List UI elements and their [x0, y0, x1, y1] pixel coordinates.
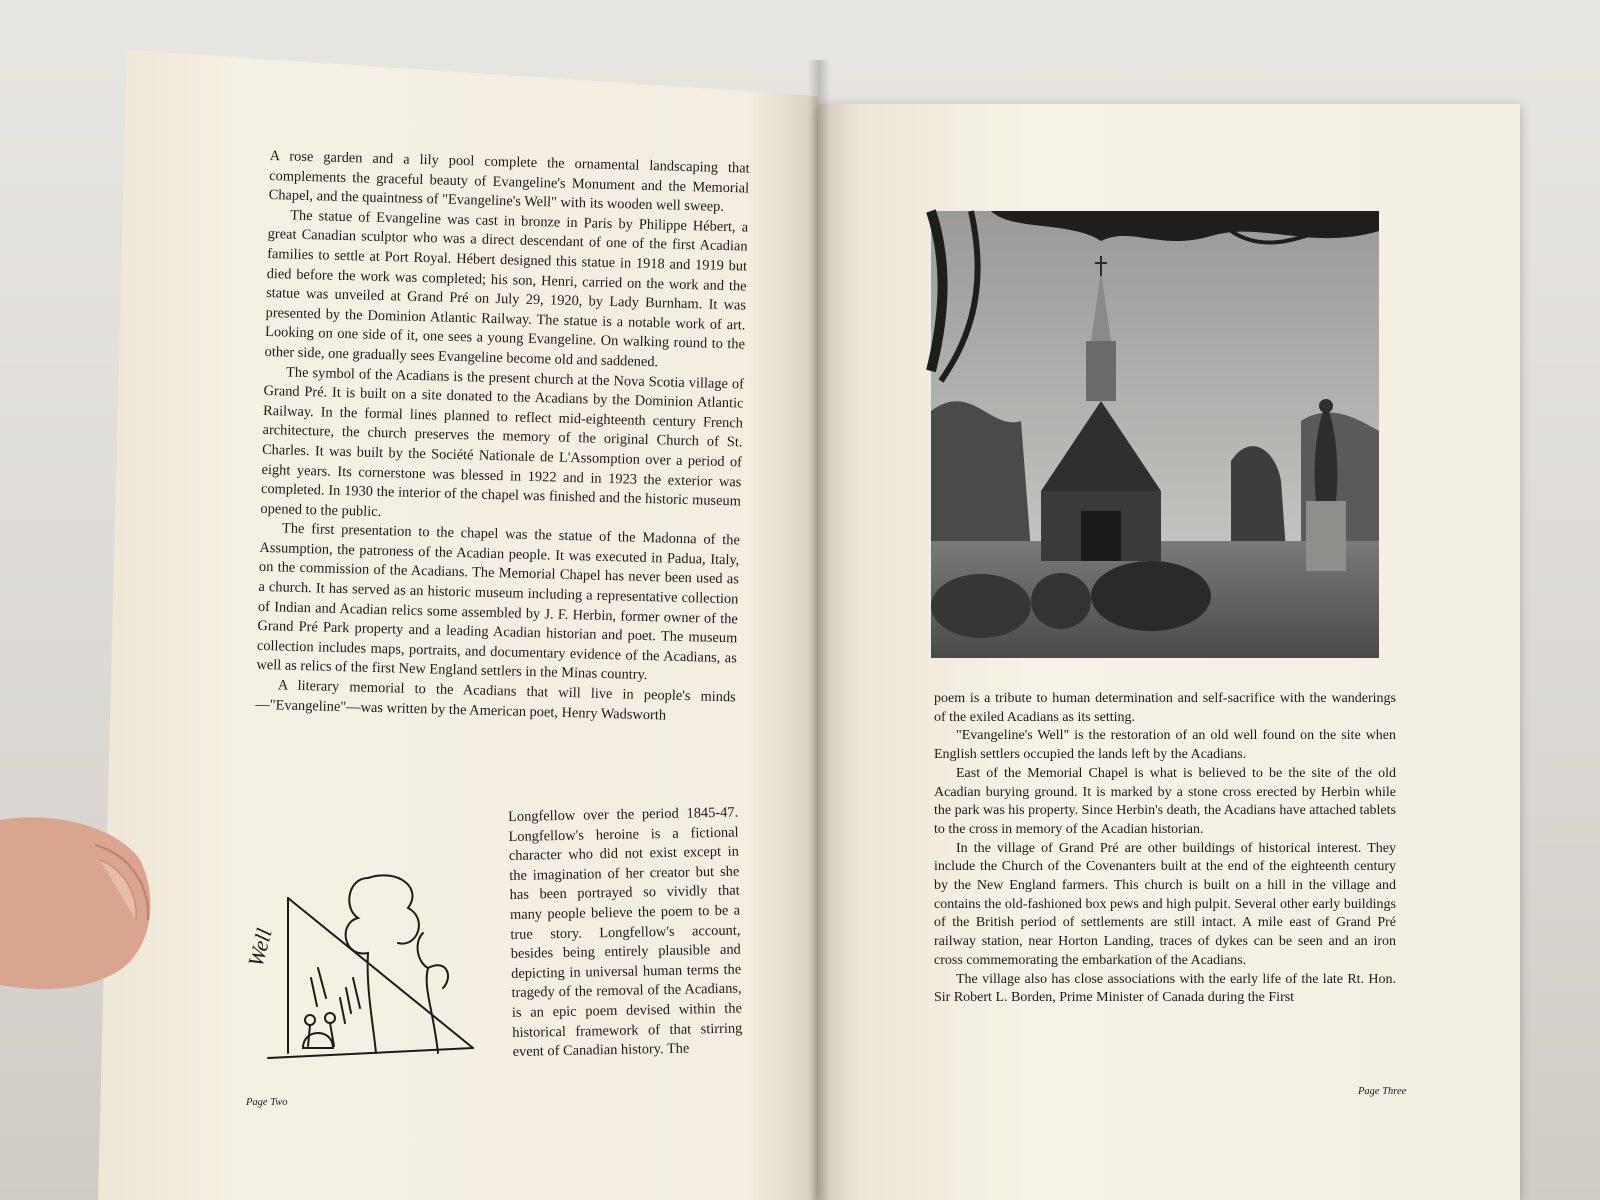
paragraph: The symbol of the Acadians is the present church at the Nova Scotia village of Grand Pré. It is built on a site donated to the Acadians by the Dominion Atlantic Railway. In the formal lines planned to reflect mid-eighteenth century French architecture, the church preserves the memory of the original Church of St. Charles. It was built by the Société Nationale de L'Assomption over a period of eight years. Its cornerstone was blessed in 1922 and in 1923 the exterior was completed. In 1930 the interior of the chapel was finished and the historic museum opened to the public.: [260, 364, 745, 520]
page-number-left: Page Two: [246, 1097, 288, 1108]
drawing-caption: Well: [242, 925, 277, 970]
paragraph: poem is a tribute to human determination and self-sacrifice with the wanderings of the exiled Acadians as its setting.: [934, 691, 1396, 725]
paragraph: The first presentation to the chapel was the statue of the Madonna of the Assumption, the patroness of the Acadian people. It was executed in Padua, Italy, on the commission of the Acadians. The Memorial Chapel has never been used as a church. It has served as an historic museum including a representative collection of Indian and Acadian relics some assembled by J. F. Herbin, former owner of the Grand Pré Park property and a leading Acadian historian and poet. The museum collection includes maps, portraits, and documentary evidence of the Acadians, as well as relics of the first New England settlers in the Minas country.: [256, 520, 741, 684]
book-gutter: [808, 60, 830, 1200]
well-sketch-illustration: [242, 848, 488, 1068]
paragraph: A rose garden and a lily pool complete the ornamental landscaping that complements the graceful beauty of Evangeline's Monument and the Memorial Chapel, and the quaintness of "Evangeline's Well" with its wooden well sweep.: [268, 147, 750, 216]
page-number-right: Page Three: [1358, 1086, 1407, 1097]
hand-thumb: [0, 800, 170, 1000]
chapel-photograph: [931, 211, 1379, 658]
paragraph: In the village of Grand Pré are other buildings of historical interest. They include the Church of the Covenanters built at the end of the eighteenth century by the New England farmers. This church is built on a hill in the village and contains the old-fashioned box pews and high pulpit. Several other early buildings of the British period of settlements are still intact. A mile east of Grand Pré railway station, near Horton Landing, traces of dykes can be seen and an iron cross commemorating the embarkation of the Acadians.: [934, 840, 1396, 968]
paragraph: East of the Memorial Chapel is what is believed to be the site of the old Acadian burying ground. It is marked by a stone cross erected by Herbin while the park was his property. Since Herbin's death, the Acadians have attached tablets to the cross in memory of the Acadian historian.: [934, 765, 1396, 837]
left-page-text: [255, 147, 750, 728]
paragraph: The village also has close associations with the early life of the late Rt. Hon. Sir Robert L. Borden, Prime Minister of Canada during the First: [934, 971, 1396, 1006]
paragraph: A literary memorial to the Acadians that will live in people's minds—"Evangeline"—was written by the American poet, Henry Wadsworth: [255, 677, 736, 724]
paragraph: The statue of Evangeline was cast in bronze in Paris by Philippe Hébert, a great Canadian sculptor who was a direct descendant of one of the first Acadian families to settle at Port Royal. Hébert designed this statue in 1918 and 1919 but died before the work was completed; his son, Henri, carried on the work and the statue was unveiled at Grand Pré on July 29, 1920, by Lady Burnham. It was presented by the Dominion Atlantic Railway. The statue is a notable work of art. Looking on one side of it, one sees a young Evangeline. On walking round to the other side, one gradually sees Evangeline become old and saddened.: [264, 207, 749, 371]
paragraph: "Evangeline's Well" is the restoration of an old well found on the site when English settlers occupied the lands left by the Acadians.: [934, 728, 1396, 763]
right-page-text: [934, 690, 1396, 1008]
left-page-wrapped-text: Longfellow over the period 1845-47. Longfellow's heroine is a fictional character who did not exist except in the imagination of her creator but she has been portrayed so vividly that many people believe the poem to be a true story. Longfellow's account, besides being entirely plausible and depicting in universal human terms the tragedy of the removal of the Acadians, is an epic poem devised within the historical framework of that stirring event of Canadian history. The: [508, 804, 743, 1061]
